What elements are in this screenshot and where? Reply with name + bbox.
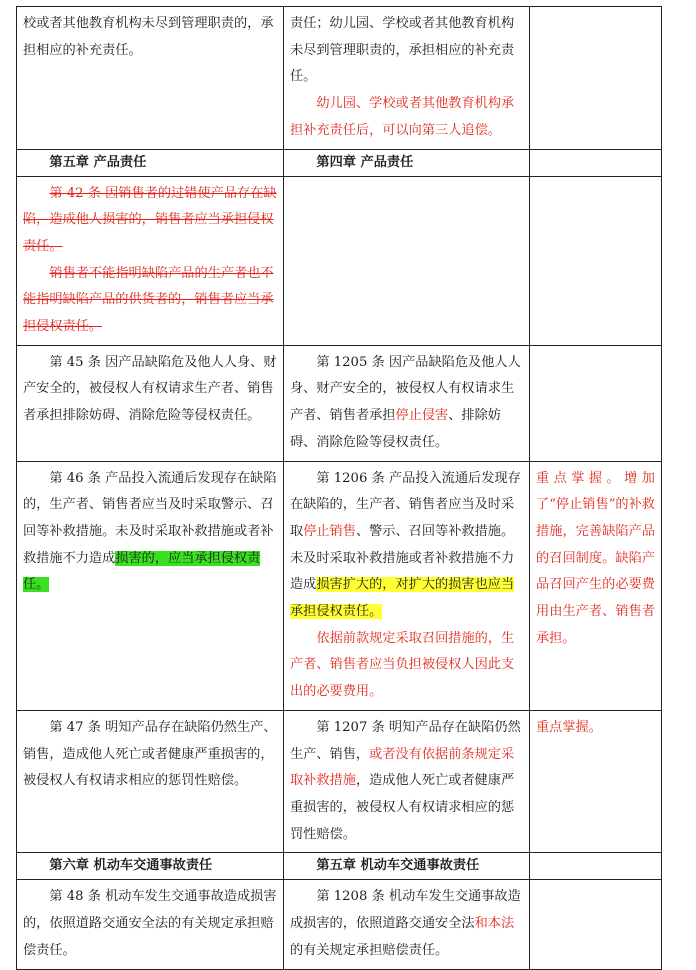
new-chapter-heading: 第四章 产品责任 xyxy=(284,149,530,176)
old-text-cell xyxy=(17,176,284,345)
note-cell xyxy=(530,461,662,710)
new-text-cell xyxy=(284,176,530,345)
deleted-text: 销售者不能指明缺陷产品的生产者也不能指明缺陷产品的供货者的，销售者应当承担侵权责任。 xyxy=(23,265,274,335)
highlighted-text: 损害扩大的，对扩大的损害也应当承担侵权责任。 xyxy=(290,577,515,620)
table-row xyxy=(17,7,662,150)
deleted-text: 第 42 条 因销售者的过错使产品存在缺陷，造成他人损害的，销售者应当承担侵权责任。 xyxy=(23,185,277,254)
new-text-cell xyxy=(284,710,530,853)
old-chapter-heading: 第五章 产品责任 xyxy=(17,149,284,176)
chapter-row xyxy=(17,853,662,880)
new-text-cell xyxy=(284,7,530,150)
new-text-added: 依据前款规定采取召回措施的，生产者、销售者应当负担被侵权人因此支出的必要费用。 xyxy=(290,630,515,700)
table-row xyxy=(17,880,662,969)
old-text: 第 47 条 明知产品存在缺陷仍然生产、销售，造成他人死亡或者健康严重损害的，被侵权人有权请求相应的惩罚性赔偿。 xyxy=(23,719,277,789)
old-text: 第 48 条 机动车发生交通事故造成损害的，依照道路交通安全法的有关规定承担赔偿责任。 xyxy=(23,889,277,958)
table-row xyxy=(17,345,662,461)
note-cell xyxy=(530,345,662,461)
new-text-added: 和本法 xyxy=(474,916,515,932)
new-text-added: 幼儿园、学校或者其他教育机构承担补充责任后，可以向第三人追偿。 xyxy=(290,96,515,138)
note-cell xyxy=(530,7,662,150)
new-text-added: 停止销售 xyxy=(303,523,356,539)
old-text-cell xyxy=(17,461,284,710)
note-cell xyxy=(530,710,662,853)
comparison-table xyxy=(16,6,662,970)
old-text-cell xyxy=(17,345,284,461)
new-chapter-heading: 第五章 机动车交通事故责任 xyxy=(284,853,530,880)
table-row xyxy=(17,461,662,710)
highlighted-text: 损害的，应当承担侵权责任。 xyxy=(23,550,261,593)
new-text: 第 1205 条 因产品缺陷危及他人人身、财产安全的，被侵权人有权请求生产者、销售者承担停止侵害、排除妨碍、消除危险等侵权责任。 xyxy=(290,354,521,450)
new-text-cell xyxy=(284,345,530,461)
note-text: 重点掌握。 xyxy=(536,719,602,735)
table-row xyxy=(17,176,662,345)
old-text-cell xyxy=(17,710,284,853)
new-text-added: 或者没有依据前条规定采取补救措施 xyxy=(290,746,515,789)
old-chapter-heading: 第六章 机动车交通事故责任 xyxy=(17,853,284,880)
new-text: 责任；幼儿园、学校或者其他教育机构未尽到管理职责的，承担相应的补充责任。 xyxy=(290,16,515,85)
table-row xyxy=(17,710,662,853)
new-text: 第 1207 条 明知产品存在缺陷仍然生产、销售，或者没有依据前条规定采取补救措施，造成他人死亡或者健康严重损害的，被侵权人有权请求相应的惩罚性赔偿。 xyxy=(290,719,521,842)
old-text-cell xyxy=(17,7,284,150)
note-cell xyxy=(530,176,662,345)
new-text: 第 1206 条 产品投入流通后发现存在缺陷的，生产者、销售者应当及时采取停止销售、警示、召回等补救措施。未及时采取补救措施或者补救措施不力造成损害扩大的，对扩大的损害也应当承担侵权责任。 xyxy=(290,470,521,620)
old-text: 第 46 条 产品投入流通后发现存在缺陷的，生产者、销售者应当及时采取警示、召回等补救措施。未及时采取补救措施或者补救措施不力造成损害的，应当承担侵权责任。 xyxy=(23,470,277,593)
note-cell xyxy=(530,853,662,880)
note-cell xyxy=(530,149,662,176)
old-text-cell xyxy=(17,880,284,969)
new-text-cell xyxy=(284,461,530,710)
new-text: 第 1208 条 机动车发生交通事故造成损害的，依照道路交通安全法和本法的有关规定承担赔偿责任。 xyxy=(290,889,521,958)
old-text: 校或者其他教育机构未尽到管理职责的，承担相应的补充责任。 xyxy=(23,16,274,58)
new-text-cell xyxy=(284,880,530,969)
new-text-added: 停止侵害 xyxy=(395,408,449,424)
note-cell xyxy=(530,880,662,969)
note-text: 重点掌握。增加了“停止销售”的补救措施，完善缺陷产品的召回制度。缺陷产品召回产生的必要费用由生产者、销售者承担。 xyxy=(536,470,655,646)
chapter-row xyxy=(17,149,662,176)
old-text: 第 45 条 因产品缺陷危及他人人身、财产安全的，被侵权人有权请求生产者、销售者承担排除妨碍、消除危险等侵权责任。 xyxy=(23,354,277,424)
